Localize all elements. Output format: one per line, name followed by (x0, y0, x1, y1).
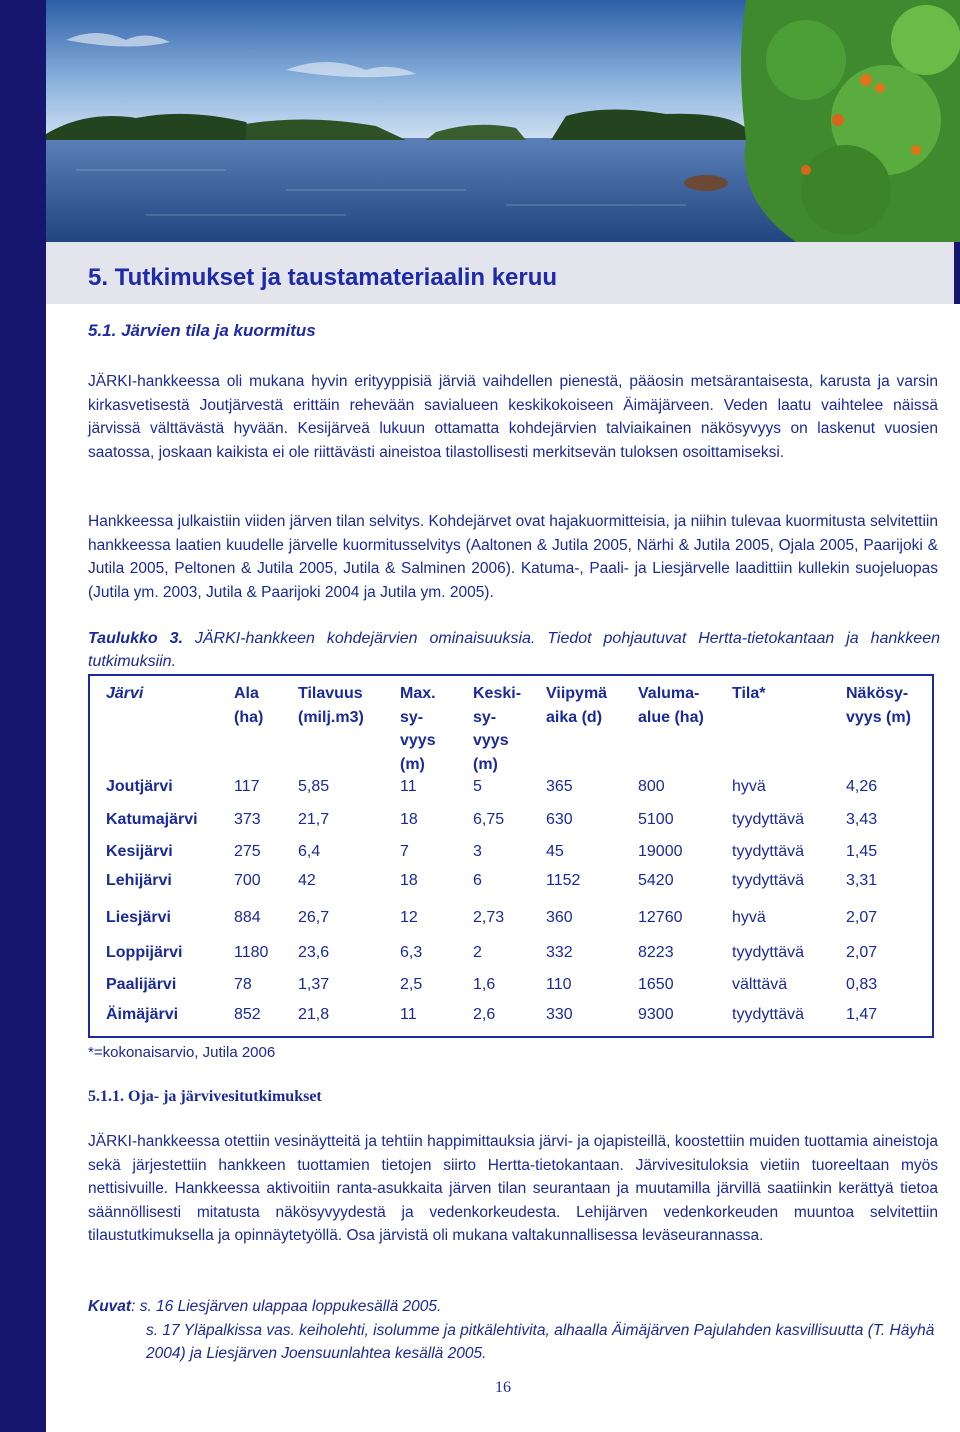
table-cell-status: hyvä (732, 909, 766, 926)
table-cell-mean-depth: 1,6 (473, 976, 496, 993)
table-cell-volume: 6,4 (298, 843, 321, 860)
table-cell-area: 1180 (234, 944, 269, 961)
table-cell-retention: 360 (546, 909, 573, 926)
table-cell-secchi: 0,83 (846, 976, 878, 993)
table-cell-area: 78 (234, 976, 252, 993)
table-cell-catchment: 1650 (638, 976, 674, 993)
table-cell-area: 117 (234, 778, 260, 795)
table-cell-status: tyydyttävä (732, 872, 805, 889)
title-band-edge (954, 242, 960, 304)
table-cell-mean-depth: 6,75 (473, 811, 505, 828)
table-cell-retention: 332 (546, 944, 573, 961)
table-cell-area: 275 (234, 843, 261, 860)
table-header-max-depth: Max. sy-vyys (m) (400, 685, 436, 773)
left-margin-bar (0, 0, 46, 1432)
table-footnote: *=kokonaisarvio, Jutila 2006 (88, 1044, 276, 1061)
table-cell-status: hyvä (732, 778, 766, 795)
table-cell-volume: 23,6 (298, 944, 330, 961)
photo-credits-label: Kuvat (88, 1298, 132, 1315)
table-cell-catchment: 9300 (638, 1006, 674, 1023)
table-cell-area: 852 (234, 1006, 261, 1023)
table-cell-mean-depth: 6 (473, 872, 482, 889)
table-cell-max-depth: 18 (400, 872, 418, 889)
table-cell-mean-depth: 2,6 (473, 1006, 496, 1023)
section-title: 5. Tutkimukset ja taustamateriaalin keruu (88, 264, 558, 291)
table-cell-lake: Kesijärvi (106, 843, 173, 860)
paragraph-loading-studies: Hankkeessa julkaistiin viiden järven tilan selvitys. Kohdejärvet ovat hajakuormitteisia, ja niihin tulevaa kuormitusta selvitettiin hankkeessa laatien kuudelle järvelle kuormitusselvitys (Aaltonen & Jutila 2005, Närhi & Jutila 2005, Ojala 2005, Paarijoki & Jutila 2005, Peltonen & Jutila 2005, Jutila & Salminen 2006). Katuma-, Paali- ja Liesjärvelle laadittiin kullekin suojeluopas (Jutila ym. 2003, Jutila & Paarijoki 2004 ja Jutila ym. 2005). (88, 513, 938, 601)
table-cell-max-depth: 18 (400, 811, 418, 828)
table-cell-mean-depth: 2,73 (473, 909, 505, 926)
table-cell-max-depth: 2,5 (400, 976, 423, 993)
table-cell-max-depth: 11 (400, 778, 417, 795)
table-cell-area: 700 (234, 872, 261, 889)
table-cell-volume: 21,7 (298, 811, 330, 828)
paragraph-lakes-overview: JÄRKI-hankkeessa oli mukana hyvin erityyppisiä järviä vaihdellen pienestä, pääosin metsärantaisesta, karusta ja varsin kirkasvetisestä Joutjärvestä erittäin rehevään savialueen keskikokoiseen Äimäjärveen. Veden laatu vaihtelee näissä järvissä välttävästä hyvään. Kesijärveä lukuun ottamatta kohdejärvien talviaikainen näkösyvyys on laskenut vuosien saatossa, joskaan kaikista ei ole riittävästi aineistoa tilastollisesti merkitsevän tuloksen osoittamiseksi. (88, 373, 938, 461)
table-cell-mean-depth: 3 (473, 843, 482, 860)
table-cell-mean-depth: 5 (473, 778, 482, 795)
paragraph-water-sampling: JÄRKI-hankkeessa otettiin vesinäytteitä ja tehtiin happimittauksia järvi- ja ojapisteillä, koostettiin muiden tuottamia aineistoja sekä järjestettiin hankkeen tuottamien tietojen siirto Hertta-tietokantaan. Järvivesituloksia vietiin tuoreeltaan myös nettisivuille. Hankkeessa aktivoitiin ranta-asukkaita järven tilan seurantaan ja muutamilla järvillä saatiinkin kerättyä tietoa säännöllisesti mitatusta näkösyvyydestä ja vedenkorkeudesta. Lehijärven vedenkorkeuden muuntoa selvitettiin tilaustutkimuksella ja opinnäytetyöllä. Osa järvistä oli mukana valtakunnallisessa leväseurannassa. (88, 1133, 938, 1244)
table-cell-secchi: 4,26 (846, 778, 878, 795)
table-caption-text: JÄRKI-hankkeen kohdejärvien ominaisuuksia. Tiedot pohjautuvat Hertta-tietokantaan ja hankkeen tutkimuksiin. (88, 630, 940, 670)
table-cell-volume: 5,85 (298, 778, 330, 795)
table-header-area: Ala (ha) (234, 685, 264, 726)
table-cell-catchment: 5100 (638, 811, 674, 828)
table-header-mean-depth: Keski-sy-vyys (m) (473, 685, 522, 773)
table-header-retention: Viipymä aika (d) (546, 685, 608, 726)
table-cell-lake: Loppijärvi (106, 944, 183, 961)
table-cell-lake: Lehijärvi (106, 872, 172, 889)
table-cell-volume: 26,7 (298, 909, 330, 926)
table-cell-retention: 330 (546, 1006, 573, 1023)
subsubsection-title: 5.1.1. Oja- ja järvivesitutkimukset (88, 1088, 322, 1105)
table-cell-lake: Äimäjärvi (106, 1006, 179, 1023)
table-cell-area: 884 (234, 909, 261, 926)
table-cell-lake: Paalijärvi (106, 976, 177, 993)
table-cell-lake: Katumajärvi (106, 811, 198, 828)
table-cell-volume: 21,8 (298, 1006, 330, 1023)
table-cell-area: 373 (234, 811, 261, 828)
table-cell-catchment: 8223 (638, 944, 674, 961)
table-cell-catchment: 5420 (638, 872, 674, 889)
table-header-catchment: Valuma-alue (ha) (638, 685, 704, 726)
table-header-lake: Järvi (106, 685, 144, 702)
subsection-title: 5.1. Järvien tila ja kuormitus (88, 321, 316, 340)
table-cell-retention: 1152 (546, 872, 581, 889)
table-cell-secchi: 1,47 (846, 1006, 878, 1023)
table-cell-retention: 630 (546, 811, 573, 828)
table-cell-secchi: 2,07 (846, 909, 878, 926)
table-cell-status: tyydyttävä (732, 811, 805, 828)
table-cell-retention: 365 (546, 778, 573, 795)
photo-credits-line2: s. 17 Yläpalkissa vas. keiholehti, isolumme ja pitkälehtivita, alhaalla Äimäjärven Pajulahden kasvillisuutta (T. Häyhä 2004) ja Liesjärven Joensuunlahtea kesällä 2005. (146, 1321, 935, 1362)
table-cell-catchment: 12760 (638, 909, 683, 926)
table-cell-status: välttävä (732, 976, 788, 993)
table-cell-max-depth: 7 (400, 843, 409, 860)
table-cell-max-depth: 11 (400, 1006, 417, 1023)
table-cell-volume: 1,37 (298, 976, 330, 993)
table-cell-volume: 42 (298, 872, 316, 889)
photo-credits (88, 1295, 940, 1366)
table-cell-catchment: 800 (638, 778, 665, 795)
lake-properties-table (88, 674, 934, 1038)
table-cell-secchi: 3,43 (846, 811, 878, 828)
lake-banner-photo (46, 0, 960, 242)
table-cell-lake: Liesjärvi (106, 909, 171, 926)
photo-credits-line1: : s. 16 Liesjärven ulappaa loppukesällä 2005. (131, 1298, 442, 1315)
table-caption (88, 627, 940, 673)
table-cell-secchi: 1,45 (846, 843, 878, 860)
table-cell-lake: Joutjärvi (106, 778, 173, 795)
table-cell-retention: 110 (546, 976, 572, 993)
table-cell-mean-depth: 2 (473, 944, 482, 961)
table-cell-status: tyydyttävä (732, 1006, 805, 1023)
table-cell-retention: 45 (546, 843, 564, 860)
table-cell-secchi: 2,07 (846, 944, 878, 961)
table-caption-label: Taulukko 3. (88, 630, 183, 647)
table-cell-secchi: 3,31 (846, 872, 878, 889)
table-cell-status: tyydyttävä (732, 944, 805, 961)
page-number: 16 (495, 1379, 511, 1396)
table-cell-max-depth: 12 (400, 909, 418, 926)
table-header-volume: Tilavuus (milj.m3) (298, 685, 364, 726)
table-header-secchi: Näkösy-vyys (m) (846, 685, 911, 726)
table-cell-catchment: 19000 (638, 843, 683, 860)
table-cell-status: tyydyttävä (732, 843, 805, 860)
table-header-status: Tila* (732, 685, 766, 702)
table-cell-max-depth: 6,3 (400, 944, 423, 961)
